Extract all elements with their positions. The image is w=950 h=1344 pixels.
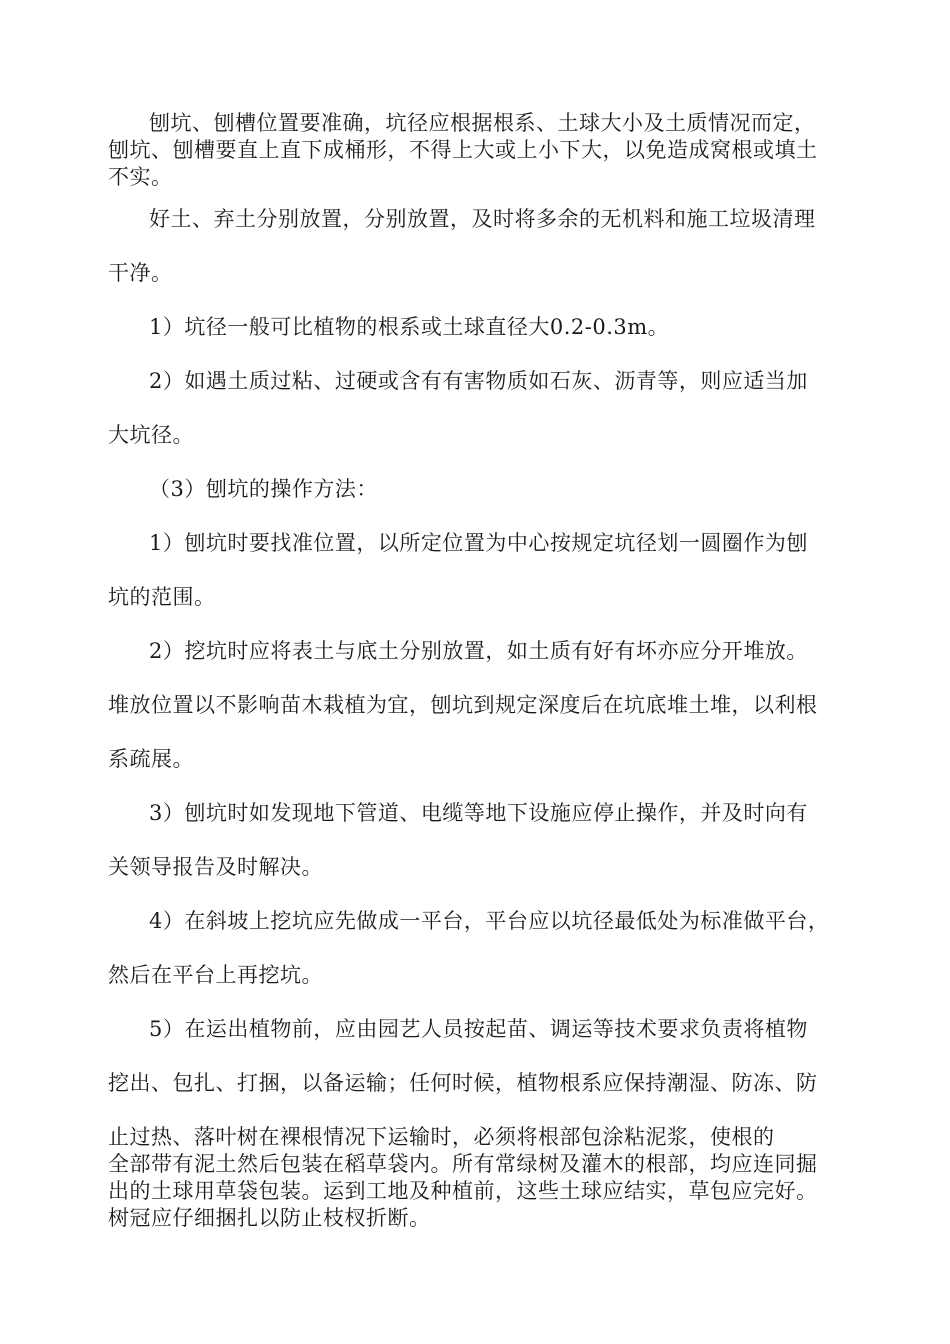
text-line: 5）在运出植物前，应由园艺人员按起苗、调运等技术要求负责将植物	[149, 1017, 808, 1041]
text-line: 止过热、落叶树在裸根情况下运输时，必须将根部包涂粘泥浆，使根的	[108, 1125, 775, 1149]
text-line: 出的土球用草袋包装。运到工地及种植前，这些土球应结实，草包应完好。	[108, 1179, 818, 1203]
text-line: 不实。	[108, 165, 173, 189]
text-line: 然后在平台上再挖坑。	[108, 963, 323, 987]
text-line: 好土、弃土分别放置，分别放置，及时将多余的无机料和施工垃圾清理	[149, 207, 816, 231]
text-line: 大坑径。	[108, 423, 194, 447]
text-line: 堆放位置以不影响苗木栽植为宜，刨坑到规定深度后在坑底堆土堆，以利根	[108, 693, 818, 717]
text-line: 挖出、包扎、打捆，以备运输；任何时候，植物根系应保持潮湿、防冻、防	[108, 1071, 818, 1095]
text-line: 2）挖坑时应将表土与底土分别放置，如土质有好有坏亦应分开堆放。	[149, 639, 808, 663]
text-line: 刨坑、刨槽位置要准确，坑径应根据根系、土球大小及土质情况而定，	[149, 111, 816, 135]
text-line: 全部带有泥土然后包装在稻草袋内。所有常绿树及灌木的根部，均应连同掘	[108, 1152, 818, 1176]
text-line: 1）坑径一般可比植物的根系或土球直径大0.2-0.3m。	[149, 315, 670, 339]
text-line: 刨坑、刨槽要直上直下成桶形，不得上大或上小下大，以免造成窝根或填土	[108, 138, 818, 162]
section-heading: （3）刨坑的操作方法：	[149, 477, 378, 501]
text-line: 系疏展。	[108, 747, 194, 771]
text-line: 干净。	[108, 261, 173, 285]
text-line: 1）刨坑时要找准位置，以所定位置为中心按规定坑径划一圆圈作为刨	[149, 531, 808, 555]
text-line: 坑的范围。	[108, 585, 216, 609]
text-line: 树冠应仔细捆扎以防止枝杈折断。	[108, 1206, 431, 1230]
text-line: 关领导报告及时解决。	[108, 855, 323, 879]
text-line: 4）在斜坡上挖坑应先做成一平台，平台应以坑径最低处为标准做平台，	[149, 909, 830, 933]
text-line: 3）刨坑时如发现地下管道、电缆等地下设施应停止操作，并及时向有	[149, 801, 808, 825]
text-line: 2）如遇土质过粘、过硬或含有有害物质如石灰、沥青等，则应适当加	[149, 369, 808, 393]
